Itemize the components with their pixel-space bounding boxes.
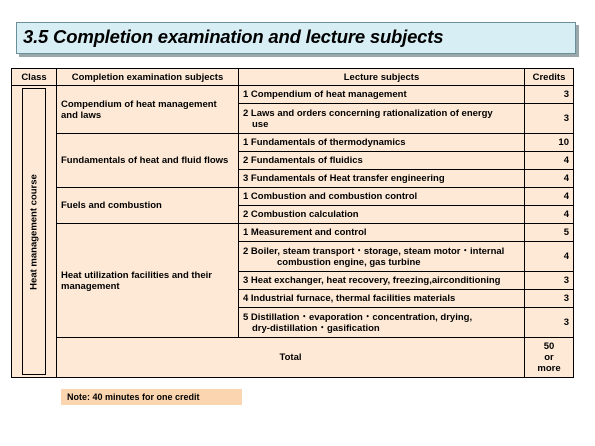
credits-value: 4: [525, 242, 574, 272]
subjects-table: [11, 68, 574, 378]
credits-value: 10: [525, 134, 574, 152]
lecture-subject: 3 Heat exchanger, heat recovery, freezing,airconditioning: [239, 272, 525, 290]
total-credits-line3: more: [537, 363, 561, 374]
lecture-line-continued: dry-distillation・gasification: [252, 322, 380, 334]
table-row: [12, 86, 574, 104]
note-box: Note: 40 minutes for one credit: [61, 389, 242, 405]
class-label: Heat management course: [28, 173, 40, 290]
credits-value: 5: [525, 224, 574, 242]
lecture-line: 2 Laws and orders concerning rationalization of energy: [243, 107, 493, 119]
class-box: [22, 88, 46, 375]
lecture-line-continued: combustion engine, gas turbine: [277, 256, 421, 268]
exam-subject: Fuels and combustion: [57, 188, 239, 224]
lecture-subject: 2 Combustion calculation: [239, 206, 525, 224]
header-credits: Credits: [525, 69, 574, 86]
lecture-subject: [239, 308, 525, 338]
lecture-subject: 1 Combustion and combustion control: [239, 188, 525, 206]
total-credits: [525, 338, 574, 378]
table-row: [12, 224, 574, 242]
credits-value: 4: [525, 170, 574, 188]
total-credits-line2: or: [544, 352, 554, 363]
exam-subject: Compendium of heat management and laws: [57, 86, 239, 134]
credits-value: 4: [525, 188, 574, 206]
title-bar: [16, 22, 576, 54]
total-row: [12, 338, 574, 378]
credits-value: 3: [525, 104, 574, 134]
class-cell: [12, 86, 57, 378]
header-lecture: Lecture subjects: [239, 69, 525, 86]
total-label: Total: [57, 338, 525, 378]
credits-value: 4: [525, 152, 574, 170]
lecture-subject: 1 Compendium of heat management: [239, 86, 525, 104]
exam-subject: Heat utilization facilities and their management: [57, 224, 239, 338]
exam-subject: Fundamentals of heat and fluid flows: [57, 134, 239, 188]
lecture-subject: 1 Fundamentals of thermodynamics: [239, 134, 525, 152]
header-exam: Completion examination subjects: [57, 69, 239, 86]
credits-value: 4: [525, 206, 574, 224]
lecture-line: 5 Distillation・evaporation・concentration, drying,: [243, 311, 473, 323]
lecture-subject: [239, 104, 525, 134]
lecture-subject: 1 Measurement and control: [239, 224, 525, 242]
total-credits-line1: 50: [543, 341, 555, 352]
credits-value: 3: [525, 308, 574, 338]
table-row: [12, 134, 574, 152]
lecture-line: 2 Boiler, steam transport・storage, steam motor・internal: [243, 245, 505, 257]
lecture-subject: [239, 242, 525, 272]
page-title: 3.5 Completion examination and lecture subjects: [23, 26, 444, 47]
lecture-line-continued: use: [252, 118, 269, 130]
credits-value: 3: [525, 272, 574, 290]
lecture-subject: 3 Fundamentals of Heat transfer engineering: [239, 170, 525, 188]
table-header-row: [12, 69, 574, 86]
credits-value: 3: [525, 86, 574, 104]
table-row: [12, 188, 574, 206]
credits-value: 3: [525, 290, 574, 308]
lecture-subject: 4 Industrial furnace, thermal facilities materials: [239, 290, 525, 308]
header-class: Class: [12, 69, 57, 86]
lecture-subject: 2 Fundamentals of fluidics: [239, 152, 525, 170]
